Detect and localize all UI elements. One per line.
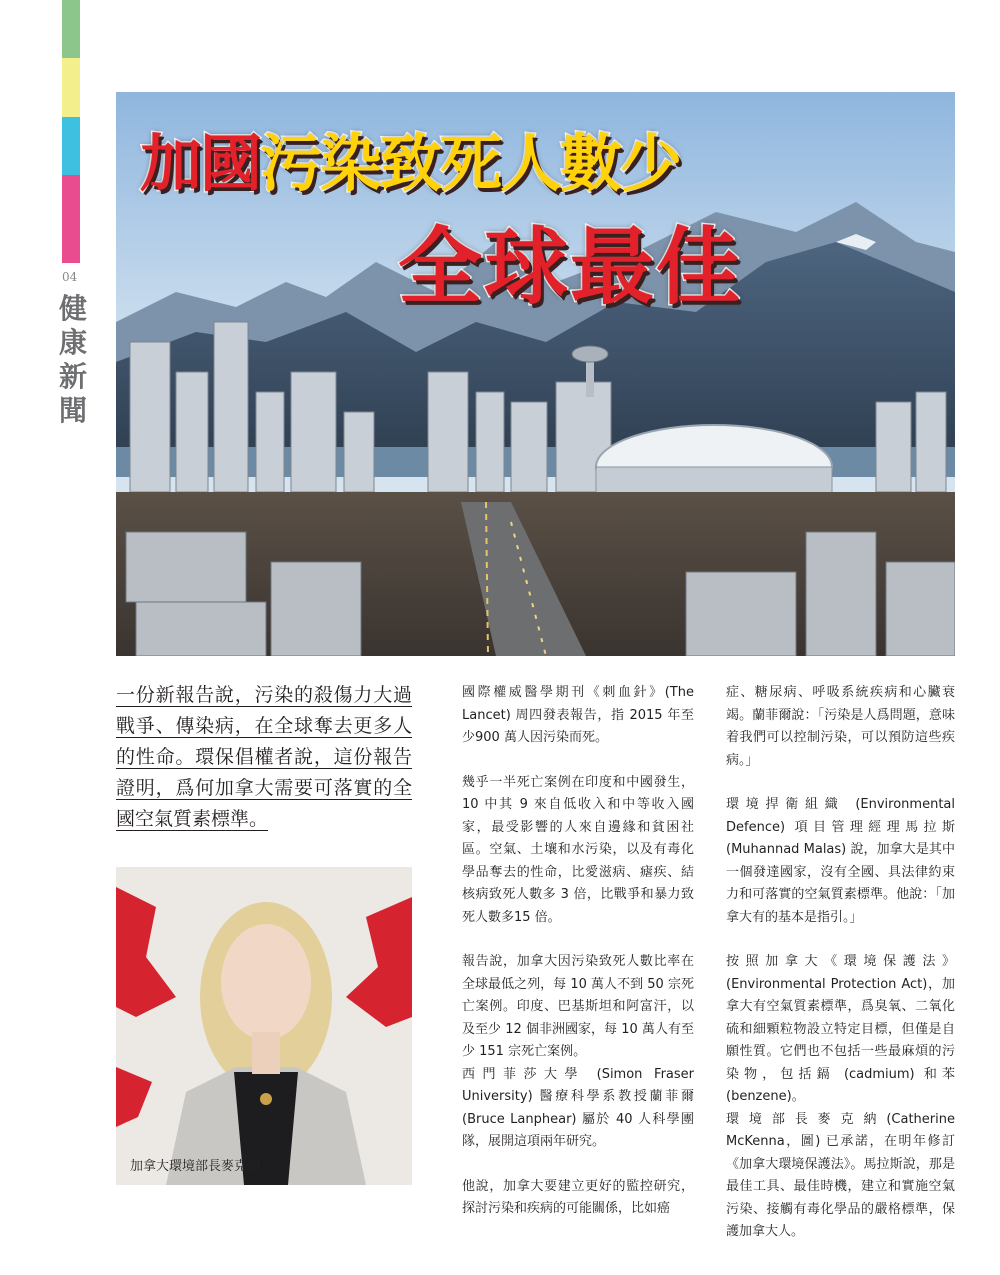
paragraph: 他說，加拿大要建立更好的監控研究，探討污染和疾病的可能關係，比如癌 — [462, 1178, 694, 1216]
headline-red-part: 加國 — [140, 127, 261, 200]
color-tab-green — [62, 0, 80, 58]
photo-caption: 加拿大環境部長麥克納 — [130, 1159, 261, 1174]
paragraph: 西門菲莎大學 (Simon Fraser University) 醫療科學系教授蘭菲爾 (Bruce Lanphear) 屬於 40 人科學團隊，展開這項兩年研究。 — [462, 1066, 694, 1149]
color-tab-yellow — [62, 58, 80, 117]
headline-yellow-part: 污染致死人數少 — [260, 127, 681, 200]
paragraph: 環境捍衛組織 (Environmental Defence) 項目管理經理馬拉斯 (Muhannad Malas) 說，加拿大是其中一個發達國家，沒有全國、具法律約束力和可落實的空氣質素標準。他說：「加拿大有的基本是指引。」 — [726, 797, 955, 925]
color-tab-cyan — [62, 117, 80, 175]
minister-portrait-illustration — [116, 867, 412, 1185]
paragraph: 按照加拿大《環境保護法》(Environmental Protection Act)，加拿大有空氣質素標準，爲臭氧、二氧化硫和細顆粒物設立特定目標，但僅是自願性質。它們也不包括一些最麻煩的污染物，包括鎘 (cadmium) 和苯 (benzene)。 — [726, 954, 955, 1104]
section-label: 健康新聞 — [58, 292, 87, 427]
headline-line-1 — [140, 114, 680, 203]
lead-paragraph: 一份新報告說，污染的殺傷力大過戰爭、傳染病，在全球奪去更多人的性命。環保倡權者說，這份報告證明，爲何加拿大需要可落實的全國空氣質素標準。 — [116, 684, 412, 830]
paragraph: 國際權威醫學期刊《刺血針》(The Lancet) 周四發表報告，指 2015 年至少900 萬人因污染而死。 — [462, 685, 694, 745]
color-tab-pink — [62, 175, 80, 263]
article-column-2 — [462, 682, 694, 1243]
paragraph: 症、糖尿病、呼吸系統疾病和心臟衰竭。蘭菲爾說：「污染是人爲問題，意味着我們可以控制污染，可以預防這些疾病。」 — [726, 685, 955, 768]
portrait-photo — [116, 867, 412, 1185]
article-column-3 — [726, 682, 955, 1266]
page-number: 04 — [62, 270, 78, 284]
headline-line-2: 全球最佳 — [398, 218, 743, 316]
paragraph: 環境部長麥克納(Catherine McKenna，圖) 已承諾，在明年修訂《加拿大環境保護法》。馬拉斯說，那是最佳工具、最佳時機，建立和實施空氣污染、接觸有毒化學品的嚴格標準，保護加拿大人。 — [726, 1111, 955, 1239]
paragraph: 幾乎一半死亡案例在印度和中國發生，10 中其 9 來自低收入和中等收入國家，最受影響的人來自邊緣和貧困社區。空氣、土壤和水污染，以及有毒化學品奪去的性命，比愛滋病、瘧疾、結核病致死人數多 3 倍，比戰爭和暴力致死人數多15 倍。 — [462, 774, 694, 925]
hero-image — [116, 92, 955, 656]
paragraph: 報告說，加拿大因污染致死人數比率在全球最低之列，每 10 萬人不到 50 宗死亡案例。印度、巴基斯坦和阿富汗，以及至少 12 個非洲國家，每 10 萬人有至少 151 宗死亡案例。 — [462, 954, 694, 1059]
